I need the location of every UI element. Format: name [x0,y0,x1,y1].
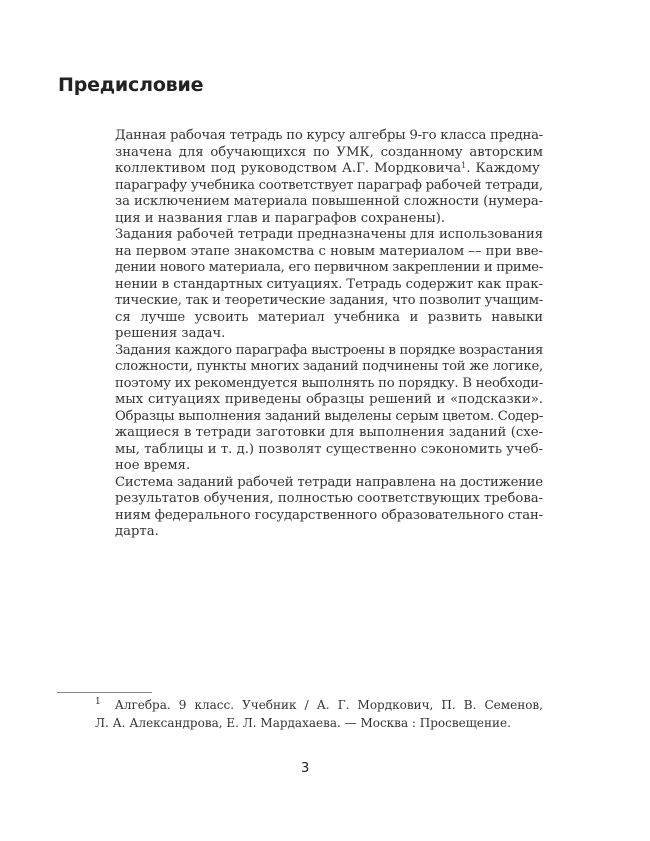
text-line: за исключением материала повышенной сложности (нумера- [115,194,543,209]
text-line: результатов обучения, полностью соответствующих требова- [115,491,544,506]
text-line: жащиеся в тетради заготовки для выполнения заданий (схе- [115,425,543,440]
text-line: дении нового материала, его первичном закреплении и приме- [115,260,543,275]
footnote-line: Л. А. Александрова, Е. Л. Мардахаева. — Москва : Просвещение. [95,716,511,730]
text-line: Образцы выполнения заданий выделены серым цветом. Содер- [115,408,544,424]
text-line: нении в стандартных ситуациях. Тетрадь содержит как прак- [115,276,544,292]
text-line: Данная рабочая тетрадь по курсу алгебры 9-го класса предна- [115,128,543,143]
text-line: ное время. [115,458,191,473]
text-line: ция и названия глав и параграфов сохранены). [115,210,446,226]
text-line: значена для обучающихся по УМК, созданному авторским [115,144,544,160]
text-line: тические, так и теоретические задания, что позволит учащим- [115,293,543,308]
text-line: Задания каждого параграфа выстроены в порядке возрастания [115,342,543,358]
text-line: Задания рабочей тетради предназначены для использования [115,227,543,242]
text-line: ниям федерального государственного образовательного стан- [115,507,543,523]
text-line: решения задач. [115,326,226,341]
text-line: мы, таблицы и т. д.) позволят существенно сэкономить учеб- [115,441,543,457]
footnote-reference[interactable]: 1 [461,161,467,170]
text-line: ся лучше усвоить материал учебника и развить навыки [115,309,544,325]
preface-body [115,128,543,541]
footnote-text: Алгебра. 9 класс. Учебник / А. Г. Мордкович, П. В. Семенов, [114,698,543,712]
page-title: Предисловие [58,74,204,96]
text-line-with-footnote-ref [115,161,543,178]
text-line: мых ситуациях приведены образцы решений и «подсказки». [115,392,543,407]
text-fragment: коллективом под руководством А.Г. Мордковича [115,161,462,176]
text-line: дарта. [115,524,159,539]
text-line: сложности, пункты многих заданий подчинены той же логике, [115,359,543,374]
text-line: параграфу учебника соответствует параграф рабочей тетради, [115,177,543,193]
text-line: Система заданий рабочей тетради направлена на достижение [115,474,544,490]
text-line: поэтому их рекомендуется выполнять по порядку. В необходи- [115,375,544,391]
footnote-mark: 1 [95,697,101,707]
footnote-divider [57,692,152,693]
text-fragment: . Каждому [466,161,540,176]
footnote [95,696,543,732]
footnote-line [95,696,543,714]
page-number: 3 [301,761,310,776]
text-line: на первом этапе знакомства с новым материалом –– при вве- [115,243,544,259]
